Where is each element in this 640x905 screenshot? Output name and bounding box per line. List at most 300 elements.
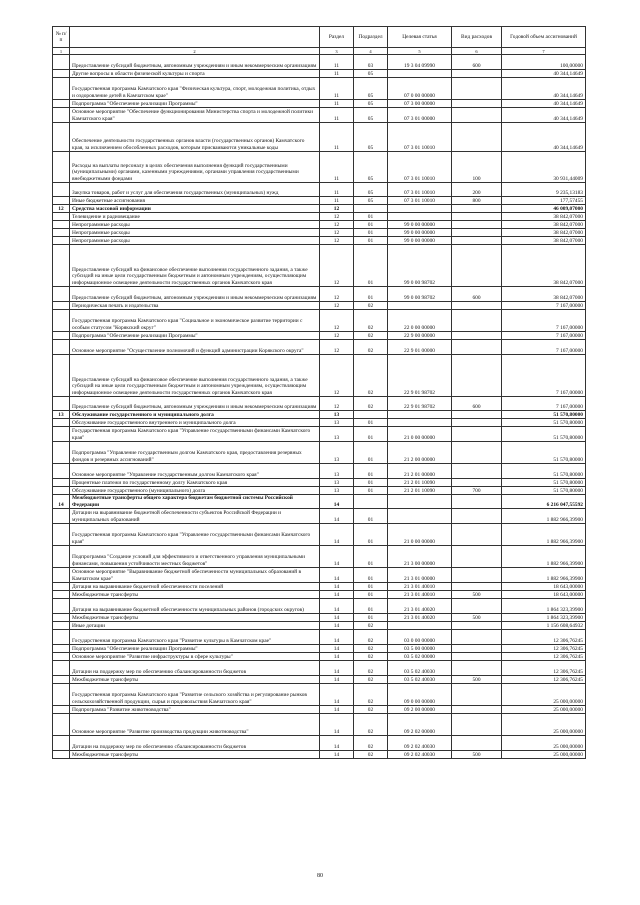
row-number — [53, 568, 70, 583]
subsection-code: 01 — [354, 524, 388, 546]
table-row — [53, 183, 586, 197]
table-row — [53, 427, 586, 442]
item-name: Процентные платежи по государственному долгу Камчатского края — [70, 479, 320, 487]
item-name: Обеспечение деятельности государственных органов власти (государственных органов) Камчатского края, за исключением обособленных расходов, которым присваиваются уникальные коды — [70, 123, 320, 152]
table-row — [53, 614, 586, 622]
row-number — [53, 736, 70, 751]
expense-type-code — [452, 355, 502, 397]
row-number — [53, 197, 70, 205]
annual-amount: 51 570,80000 — [502, 479, 586, 487]
item-name: Подпрограмма "Управление государственным долгом Камчатского края, предоставления резервных фондов и резервных ассигнований" — [70, 442, 320, 464]
target-article-code: 22 9 00 00000 — [388, 332, 452, 340]
header-row — [53, 27, 586, 48]
table-row — [53, 287, 586, 302]
expense-type-code — [452, 332, 502, 340]
header-expense-type: Вид расходов — [452, 27, 502, 48]
annual-amount: 18 643,00000 — [502, 583, 586, 591]
table-row — [53, 411, 586, 419]
subsection-code: 03 — [354, 55, 388, 70]
subsection-code: 02 — [354, 355, 388, 397]
section-code: 13 — [320, 427, 354, 442]
item-name: Основное мероприятие "Управление государственным долгом Камчатского края" — [70, 464, 320, 479]
row-number — [53, 479, 70, 487]
row-number — [53, 751, 70, 759]
table-row — [53, 397, 586, 411]
expense-type-code — [452, 622, 502, 630]
section-code: 11 — [320, 70, 354, 78]
item-name: Предоставление субсидий бюджетным, автономным учреждениям и иным некоммерческим организациям — [70, 287, 320, 302]
target-article-code: 03 5 02 00000 — [388, 653, 452, 661]
column-number: 3 — [320, 48, 354, 55]
row-number — [53, 630, 70, 645]
row-number — [53, 661, 70, 676]
section-code: 12 — [320, 310, 354, 332]
subsection-code: 01 — [354, 509, 388, 524]
target-article-code: 21 3 01 40020 — [388, 599, 452, 614]
subsection-code: 02 — [354, 397, 388, 411]
table-row — [53, 55, 586, 70]
subsection-code: 01 — [354, 442, 388, 464]
item-name: Иные бюджетные ассигнования — [70, 197, 320, 205]
annual-amount: 25 000,00000 — [502, 684, 586, 706]
target-article-code: 21 3 00 00000 — [388, 546, 452, 568]
subsection-code: 02 — [354, 645, 388, 653]
annual-amount: 12 306,76245 — [502, 661, 586, 676]
target-article-code: 03 5 00 00000 — [388, 645, 452, 653]
expense-type-code — [452, 524, 502, 546]
item-name: Подпрограмма "Развитие животноводства" — [70, 706, 320, 714]
header-name — [70, 27, 320, 48]
expense-type-code — [452, 205, 502, 213]
item-name: Государственная программа Камчатского края "Социальное и экономическое развитие территории с особым статусом "Корякский округ" — [70, 310, 320, 332]
target-article-code: 22 9 01 98702 — [388, 355, 452, 397]
item-name: Подпрограмма "Обеспечение реализации Программы" — [70, 100, 320, 108]
table-row — [53, 714, 586, 736]
target-article-code: 07 3 01 10010 — [388, 152, 452, 183]
item-name: Государственная программа Камчатского края "Развитие сельского хозяйства и регулирование рынков сельскохозяйственной продукции, сырья и продовольствия Камчатского края" — [70, 684, 320, 706]
target-article-code: 07 3 01 10010 — [388, 183, 452, 197]
subsection-code: 02 — [354, 332, 388, 340]
row-number — [53, 622, 70, 630]
header-section: Раздел — [320, 27, 354, 48]
expense-type-code: 700 — [452, 487, 502, 495]
subsection-code: 01 — [354, 583, 388, 591]
item-name: Непрограммные расходы — [70, 229, 320, 237]
section-code: 14 — [320, 583, 354, 591]
section-code: 14 — [320, 645, 354, 653]
target-article-code: 21 0 00 00000 — [388, 524, 452, 546]
annual-amount: 7 167,00000 — [502, 310, 586, 332]
subsection-code: 02 — [354, 714, 388, 736]
section-code: 14 — [320, 599, 354, 614]
subsection-code: 05 — [354, 152, 388, 183]
annual-amount: 38 842,07000 — [502, 237, 586, 245]
table-row — [53, 245, 586, 287]
table-row — [53, 152, 586, 183]
section-code: 12 — [320, 332, 354, 340]
annual-amount: 51 570,80000 — [502, 464, 586, 479]
table-row — [53, 568, 586, 583]
row-number — [53, 464, 70, 479]
page-number: 80 — [317, 873, 323, 879]
annual-amount: 12 306,76245 — [502, 630, 586, 645]
subsection-code: 02 — [354, 661, 388, 676]
item-name: Непрограммные расходы — [70, 237, 320, 245]
item-name: Закупка товаров, работ и услуг для обеспечения государственных (муниципальных) нужд — [70, 183, 320, 197]
expense-type-code — [452, 427, 502, 442]
item-name: Предоставление субсидий на финансовое обеспечение выполнения государственного задания, а также субсидий на иные цели государственным бюджетным и автономным учреждениям, осуществляющим информационное освещение деятельности государственных органов Камчатского края — [70, 245, 320, 287]
section-code: 14 — [320, 509, 354, 524]
subsection-code: 01 — [354, 229, 388, 237]
expense-type-code — [452, 684, 502, 706]
subsection-code: 01 — [354, 591, 388, 599]
section-code: 11 — [320, 78, 354, 100]
expense-type-code — [452, 310, 502, 332]
row-number — [53, 355, 70, 397]
table-row — [53, 661, 586, 676]
item-name: Подпрограмма "Создание условий для эффективного и ответственного управления муниципальными финансами, повышения устойчивости местных бюджетов" — [70, 546, 320, 568]
expense-type-code: 100 — [452, 152, 502, 183]
section-code: 14 — [320, 714, 354, 736]
column-number: 1 — [53, 48, 70, 55]
section-code: 13 — [320, 487, 354, 495]
annual-amount: 100,00000 — [502, 55, 586, 70]
table-row — [53, 630, 586, 645]
table-row — [53, 332, 586, 340]
target-article-code — [388, 213, 452, 221]
expense-type-code — [452, 229, 502, 237]
row-number — [53, 397, 70, 411]
item-name: Непрограммные расходы — [70, 221, 320, 229]
row-number — [53, 676, 70, 684]
subsection-code: 01 — [354, 479, 388, 487]
annual-amount: 40 344,14649 — [502, 108, 586, 123]
item-name: Обслуживание государственного и муниципального долга — [70, 411, 320, 419]
row-number — [53, 524, 70, 546]
target-article-code: 19 3 04 09990 — [388, 55, 452, 70]
annual-amount: 25 000,00000 — [502, 714, 586, 736]
row-number — [53, 213, 70, 221]
expense-type-code — [452, 630, 502, 645]
row-number — [53, 614, 70, 622]
expense-type-code: 200 — [452, 183, 502, 197]
row-number — [53, 509, 70, 524]
row-number — [53, 108, 70, 123]
target-article-code: 21 2 00 00000 — [388, 442, 452, 464]
table-row — [53, 221, 586, 229]
expense-type-code — [452, 78, 502, 100]
row-number — [53, 100, 70, 108]
section-code: 13 — [320, 479, 354, 487]
expense-type-code — [452, 340, 502, 355]
target-article-code: 99 0 00 98702 — [388, 287, 452, 302]
target-article-code: 07 0 00 00000 — [388, 78, 452, 100]
row-number — [53, 487, 70, 495]
annual-amount: 12 306,76245 — [502, 653, 586, 661]
expense-type-code — [452, 645, 502, 653]
subsection-code: 01 — [354, 419, 388, 427]
table-row — [53, 340, 586, 355]
header-annual-amount: Годовой объем ассигнований — [502, 27, 586, 48]
table-row — [53, 676, 586, 684]
section-code: 12 — [320, 245, 354, 287]
column-number: 2 — [70, 48, 320, 55]
annual-amount: 30 931,44009 — [502, 152, 586, 183]
row-number — [53, 229, 70, 237]
expense-type-code — [452, 599, 502, 614]
section-code: 11 — [320, 123, 354, 152]
table-row — [53, 524, 586, 546]
subsection-code: 02 — [354, 653, 388, 661]
expense-type-code — [452, 419, 502, 427]
expense-type-code — [452, 123, 502, 152]
target-article-code: 21 3 01 40010 — [388, 591, 452, 599]
annual-amount: 7 167,00000 — [502, 332, 586, 340]
target-article-code: 03 5 02 40030 — [388, 676, 452, 684]
target-article-code — [388, 205, 452, 213]
subsection-code — [354, 411, 388, 419]
item-name: Другие вопросы в области физической культуры и спорта — [70, 70, 320, 78]
section-code: 14 — [320, 614, 354, 622]
annual-amount: 18 643,00000 — [502, 591, 586, 599]
row-number — [53, 583, 70, 591]
section-code: 11 — [320, 183, 354, 197]
item-name: Дотации на поддержку мер по обеспечению сбалансированности бюджетов — [70, 736, 320, 751]
row-number — [53, 546, 70, 568]
annual-amount: 40 344,14649 — [502, 70, 586, 78]
row-number — [53, 442, 70, 464]
target-article-code: 99 0 00 00000 — [388, 229, 452, 237]
expense-type-code — [452, 714, 502, 736]
table-row — [53, 229, 586, 237]
section-code: 11 — [320, 55, 354, 70]
annual-amount: 1 882 966,39900 — [502, 568, 586, 583]
target-article-code: 99 0 00 00000 — [388, 237, 452, 245]
table-row — [53, 479, 586, 487]
subsection-code — [354, 495, 388, 509]
row-number — [53, 653, 70, 661]
section-code: 12 — [320, 355, 354, 397]
expense-type-code — [452, 736, 502, 751]
section-code: 13 — [320, 411, 354, 419]
table-row — [53, 205, 586, 213]
item-name: Государственная программа Камчатского края "Развитие культуры в Камчатском крае" — [70, 630, 320, 645]
annual-amount: 12 306,76245 — [502, 645, 586, 653]
expense-type-code: 600 — [452, 397, 502, 411]
subsection-code: 01 — [354, 237, 388, 245]
item-name: Основное мероприятие "Осуществление полномочий и функций администрации Корякского округа" — [70, 340, 320, 355]
row-number — [53, 302, 70, 310]
subsection-code: 02 — [354, 684, 388, 706]
annual-amount: 177,57455 — [502, 197, 586, 205]
subsection-code: 02 — [354, 302, 388, 310]
table-row — [53, 310, 586, 332]
subsection-code: 02 — [354, 630, 388, 645]
target-article-code — [388, 495, 452, 509]
section-code: 12 — [320, 205, 354, 213]
budget-sheet — [52, 26, 585, 759]
item-name: Межбюджетные трансферты — [70, 614, 320, 622]
subsection-code: 01 — [354, 599, 388, 614]
item-name: Межбюджетные трансферты — [70, 676, 320, 684]
target-article-code: 21 0 00 00000 — [388, 427, 452, 442]
item-name: Государственная программа Камчатского края "Управление государственными финансами Камчатского края" — [70, 524, 320, 546]
section-code: 11 — [320, 108, 354, 123]
annual-amount: 51 570,80000 — [502, 427, 586, 442]
item-name: Дотации на поддержку мер по обеспечению сбалансированности бюджетов — [70, 661, 320, 676]
target-article-code: 03 0 00 00000 — [388, 630, 452, 645]
subsection-code: 01 — [354, 245, 388, 287]
subsection-code: 02 — [354, 751, 388, 759]
target-article-code: 09 2 02 40030 — [388, 751, 452, 759]
section-code: 14 — [320, 495, 354, 509]
row-number — [53, 78, 70, 100]
annual-amount: 1 882 966,39900 — [502, 546, 586, 568]
table-row — [53, 237, 586, 245]
expense-type-code — [452, 509, 502, 524]
target-article-code: 07 3 01 10010 — [388, 197, 452, 205]
subsection-code: 01 — [354, 213, 388, 221]
section-code: 11 — [320, 100, 354, 108]
subsection-code — [354, 205, 388, 213]
target-article-code: 21 2 01 00000 — [388, 464, 452, 479]
annual-amount: 40 344,14649 — [502, 78, 586, 100]
item-name: Иные дотации — [70, 622, 320, 630]
table-row — [53, 653, 586, 661]
annual-amount: 51 570,80000 — [502, 419, 586, 427]
table-row — [53, 736, 586, 751]
item-name: Основное мероприятие "Выравнивание бюджетной обеспеченности муниципальных образований в Камчатском крае" — [70, 568, 320, 583]
item-name: Основное мероприятие "Развитие производства продукции животноводства" — [70, 714, 320, 736]
header-target-article: Целевая статья — [388, 27, 452, 48]
expense-type-code — [452, 245, 502, 287]
target-article-code: 07 3 01 10010 — [388, 123, 452, 152]
expense-type-code — [452, 237, 502, 245]
subsection-code: 01 — [354, 568, 388, 583]
item-name: Расходы на выплаты персоналу в целях обеспечения выполнения функций государственными (муниципальными) органами, казенными учреждениями, органами управления государственными внебюджетными фондами — [70, 152, 320, 183]
item-name: Основное мероприятие "Развитие инфраструктуры в сфере культуры" — [70, 653, 320, 661]
section-code: 12 — [320, 340, 354, 355]
row-number — [53, 332, 70, 340]
section-code: 12 — [320, 397, 354, 411]
expense-type-code — [452, 546, 502, 568]
table-row — [53, 645, 586, 653]
table-body — [53, 55, 586, 759]
item-name: Дотация на выравнивание бюджетной обеспеченности муниципальных районов (городских округов) — [70, 599, 320, 614]
table-row — [53, 197, 586, 205]
expense-type-code — [452, 70, 502, 78]
section-code: 14 — [320, 546, 354, 568]
expense-type-code — [452, 583, 502, 591]
expense-type-code — [452, 213, 502, 221]
expense-type-code — [452, 108, 502, 123]
target-article-code: 09 0 00 00000 — [388, 684, 452, 706]
subsection-code: 02 — [354, 706, 388, 714]
section-code: 14 — [320, 661, 354, 676]
item-name: Подпрограмма "Обеспечение реализации Программы" — [70, 645, 320, 653]
annual-amount: 40 344,14649 — [502, 123, 586, 152]
row-number — [53, 70, 70, 78]
row-number — [53, 591, 70, 599]
item-name: Телевидение и радиовещание — [70, 213, 320, 221]
item-name: Дотации на выравнивание бюджетной обеспеченности субъектов Российской Федерации и муниципальных образований — [70, 509, 320, 524]
column-numbers-row — [53, 48, 586, 55]
section-code: 12 — [320, 229, 354, 237]
table-row — [53, 442, 586, 464]
item-name: Предоставление субсидий бюджетным, автономным учреждениям и иным некоммерческим организациям — [70, 397, 320, 411]
section-code: 11 — [320, 197, 354, 205]
table-row — [53, 302, 586, 310]
table-row — [53, 108, 586, 123]
target-article-code: 07 3 00 00000 — [388, 100, 452, 108]
table-row — [53, 464, 586, 479]
row-number — [53, 221, 70, 229]
expense-type-code: 600 — [452, 55, 502, 70]
item-name: Межбюджетные трансферты — [70, 751, 320, 759]
row-number — [53, 55, 70, 70]
subsection-code: 02 — [354, 310, 388, 332]
section-code: 14 — [320, 591, 354, 599]
target-article-code — [388, 411, 452, 419]
expense-type-code: 500 — [452, 614, 502, 622]
target-article-code — [388, 509, 452, 524]
section-code: 12 — [320, 213, 354, 221]
section-code: 13 — [320, 464, 354, 479]
target-article-code: 09 2 00 00000 — [388, 706, 452, 714]
expense-type-code — [452, 221, 502, 229]
table-row — [53, 583, 586, 591]
section-code: 12 — [320, 221, 354, 229]
row-number — [53, 152, 70, 183]
annual-amount: 1 882 966,39900 — [502, 509, 586, 524]
target-article-code: 07 3 01 00000 — [388, 108, 452, 123]
table-row — [53, 495, 586, 509]
item-name: Обслуживание государственного (муниципального) долга — [70, 487, 320, 495]
section-code: 14 — [320, 684, 354, 706]
section-code: 13 — [320, 419, 354, 427]
target-article-code: 99 0 00 00000 — [388, 221, 452, 229]
annual-amount: 1 156 608,64932 — [502, 622, 586, 630]
section-code: 14 — [320, 676, 354, 684]
annual-amount: 38 842,07000 — [502, 221, 586, 229]
row-number — [53, 237, 70, 245]
row-number: 14 — [53, 495, 70, 509]
subsection-code: 01 — [354, 427, 388, 442]
annual-amount: 1 882 966,39900 — [502, 524, 586, 546]
annual-amount: 7 167,00000 — [502, 302, 586, 310]
table-row — [53, 546, 586, 568]
row-number — [53, 419, 70, 427]
target-article-code: 21 3 01 00000 — [388, 568, 452, 583]
section-code: 12 — [320, 287, 354, 302]
column-number: 4 — [354, 48, 388, 55]
annual-amount: 7 167,00000 — [502, 340, 586, 355]
annual-amount: 9 235,13183 — [502, 183, 586, 197]
subsection-code: 05 — [354, 123, 388, 152]
expense-type-code — [452, 411, 502, 419]
table-row — [53, 100, 586, 108]
table-row — [53, 622, 586, 630]
table-row — [53, 123, 586, 152]
annual-amount: 38 842,07000 — [502, 229, 586, 237]
target-article-code: 03 5 02 40030 — [388, 661, 452, 676]
target-article-code — [388, 70, 452, 78]
target-article-code: 09 2 02 00000 — [388, 714, 452, 736]
column-number: 7 — [502, 48, 586, 55]
row-number — [53, 427, 70, 442]
section-code: 14 — [320, 706, 354, 714]
section-code: 14 — [320, 751, 354, 759]
